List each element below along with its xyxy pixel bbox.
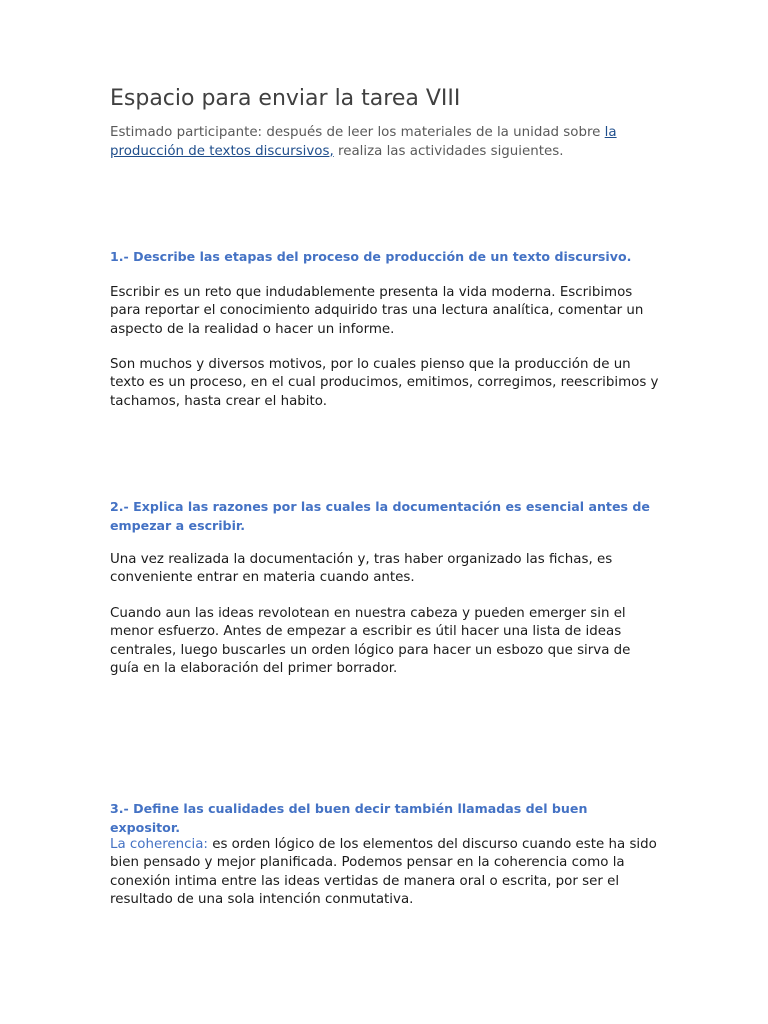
question-3-heading: 3.- Define las cualidades del buen decir también llamadas del buen expositor. (110, 801, 588, 835)
answer-2-paragraph-2: Cuando aun las ideas revolotean en nuestra cabeza y pueden emerger sin el menor esfuerzo. Antes de empezar a escribir es útil hacer una lista de ideas centrales, luego buscarles un orden lógico para hacer un esbozo que sirva de guía en la elaboración del primer borrador. (110, 606, 631, 676)
page-title: Espacio para enviar la tarea VIII (110, 86, 461, 111)
term-coherencia: La coherencia: (110, 837, 208, 852)
answer-2-paragraph-1: Una vez realizada la documentación y, tras haber organizado las fichas, es conveniente entrar en materia cuando antes. (110, 552, 613, 586)
question-2-heading: 2.- Explica las razones por las cuales la documentación es esencial antes de empezar a escribir. (110, 499, 650, 533)
answer-1-paragraph-2: Son muchos y diversos motivos, por lo cuales pienso que la producción de un texto es un proceso, en el cual producimos, emitimos, corregimos, reescribimos y tachamos, hasta crear el habito. (110, 357, 659, 409)
intro-text-before: Estimado participante: después de leer los materiales de la unidad sobre (110, 125, 605, 140)
answer-3-paragraph (110, 836, 662, 909)
question-1-heading: 1.- Describe las etapas del proceso de producción de un texto discursivo. (110, 249, 632, 264)
unit-topic-link[interactable]: la producción de textos discursivos, (110, 125, 617, 159)
answer-3-text: es orden lógico de los elementos del discurso cuando este ha sido bien pensado y mejor planificada. Podemos pensar en la coherencia como la conexión intima entre las ideas vertidas de manera oral o escrita, por ser el resultado de una sola intención conmutativa. (110, 837, 657, 907)
intro-text-after: realiza las actividades siguientes. (333, 143, 564, 159)
intro-paragraph (110, 124, 630, 161)
answer-1-paragraph-1: Escribir es un reto que indudablemente presenta la vida moderna. Escribimos para reportar el conocimiento adquirido tras una lectura analítica, comentar un aspecto de la realidad o hacer un informe. (110, 285, 644, 337)
